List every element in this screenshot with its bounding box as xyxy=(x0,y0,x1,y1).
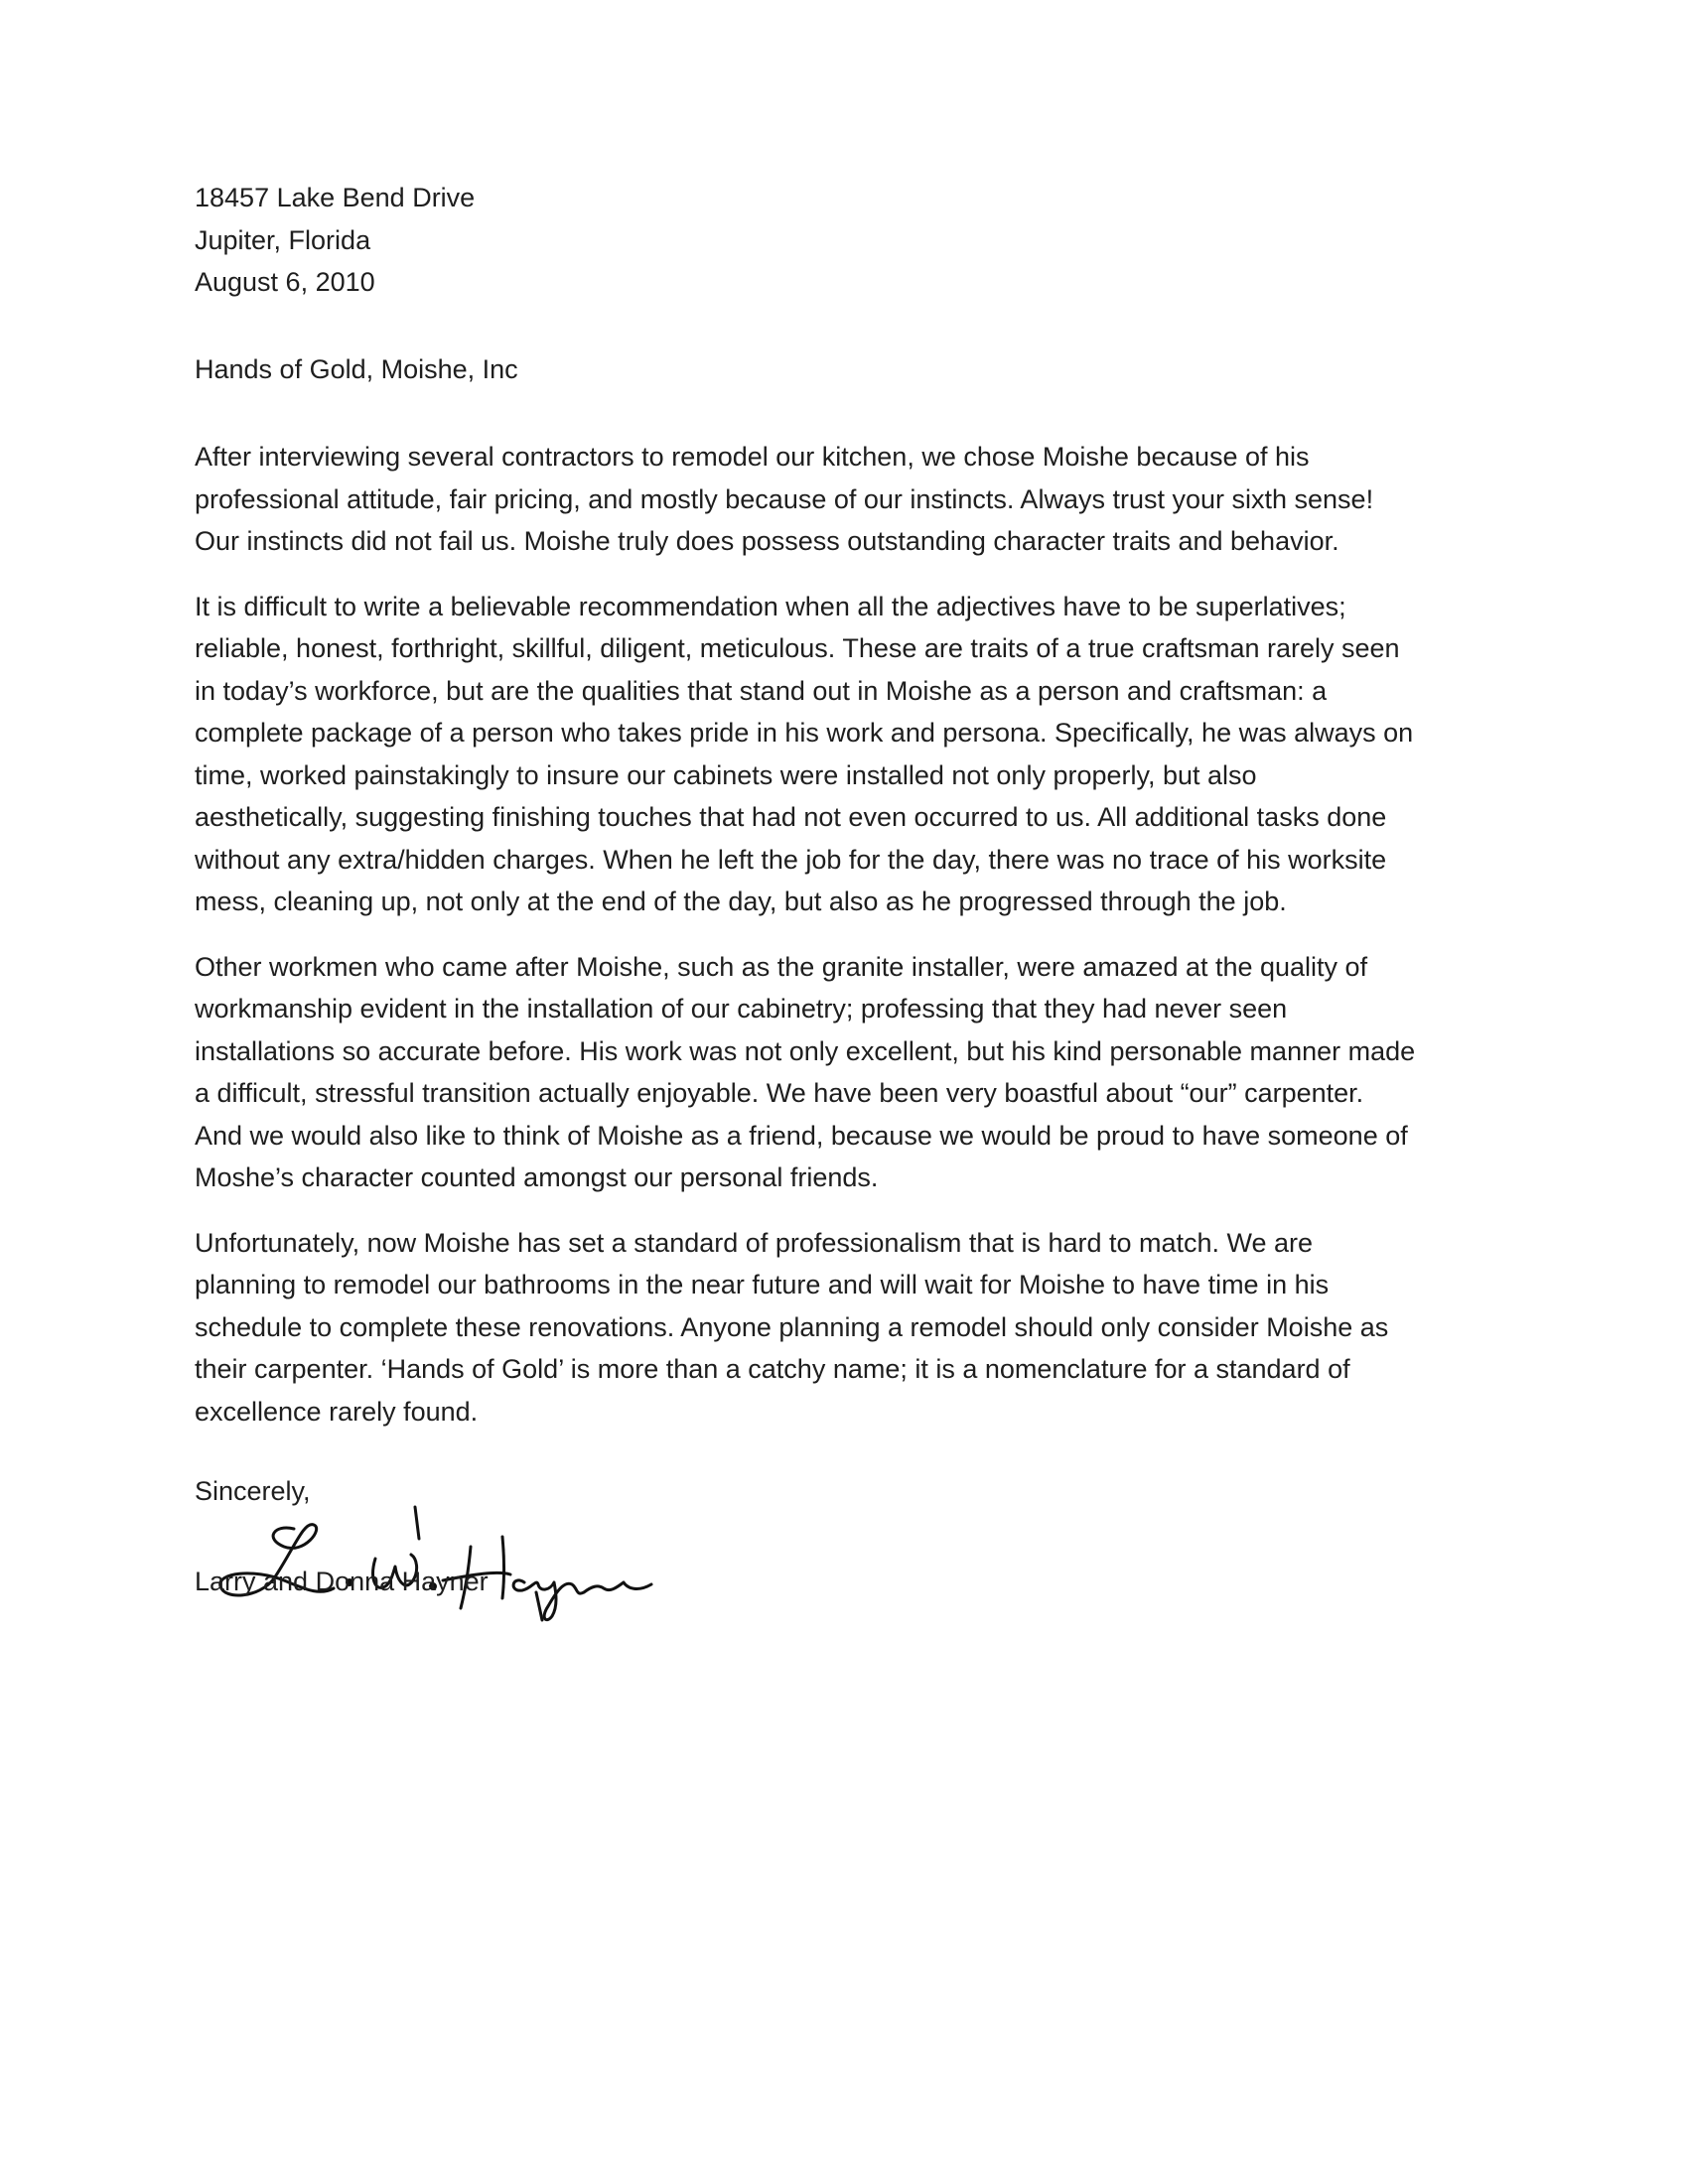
paragraph-line: schedule to complete these renovations. Anyone planning a remodel should only consider Moishe as xyxy=(195,1311,1389,1342)
letter-date: August 6, 2010 xyxy=(195,267,375,297)
paragraph-line: installations so accurate before. His work was not only excellent, but his kind personable manner made xyxy=(195,1035,1416,1066)
paragraph-line: their carpenter. ‘Hands of Gold’ is more than a catchy name; it is a nomenclature for a standard of xyxy=(195,1354,1350,1384)
paragraph-line: And we would also like to think of Moishe as a friend, because we would be proud to have someone of xyxy=(195,1120,1408,1151)
paragraph-line: It is difficult to write a believable recommendation when all the adjectives have to be superlatives; xyxy=(195,591,1346,621)
paragraph-line: planning to remodel our bathrooms in the near future and will wait for Moishe to have time in his xyxy=(195,1270,1330,1299)
paragraph-line: Unfortunately, now Moishe has set a standard of professionalism that is hard to match. We are xyxy=(195,1227,1314,1258)
paragraph-line: Our instincts did not fail us. Moishe truly does possess outstanding character traits and behavior. xyxy=(195,526,1339,556)
paragraph-line: excellence rarely found. xyxy=(195,1396,479,1427)
paragraph-3 xyxy=(195,946,1485,1199)
letter-body xyxy=(195,177,1485,1602)
paragraph-2 xyxy=(195,586,1485,923)
paragraph-4 xyxy=(195,1222,1485,1433)
sender-address-block xyxy=(195,177,1485,304)
paragraph-line: in today’s workforce, but are the qualities that stand out in Moishe as a person and craftsman: a xyxy=(195,675,1328,706)
paragraph-line: After interviewing several contractors to remodel our kitchen, we chose Moishe because of his xyxy=(195,442,1310,472)
paragraph-line: time, worked painstakingly to insure our cabinets were installed not only properly, but also xyxy=(195,759,1257,790)
paragraph-line: a difficult, stressful transition actually enjoyable. We have been very boastful about “our” carpenter. xyxy=(195,1078,1364,1108)
paragraph-line: aesthetically, suggesting finishing touches that had not even occurred to us. All additional tasks done xyxy=(195,802,1387,832)
paragraph-line: without any extra/hidden charges. When he left the job for the day, there was no trace of his worksite xyxy=(195,844,1387,875)
paragraph-line: Moshe’s character counted amongst our personal friends. xyxy=(195,1162,879,1192)
sender-street: 18457 Lake Bend Drive xyxy=(195,183,476,212)
handwritten-signature xyxy=(155,1489,810,1628)
signers-names: Larry and Donna Hayner xyxy=(195,1566,489,1596)
paragraph-line: professional attitude, fair pricing, and mostly because of our instincts. Always trust your sixth sense! xyxy=(195,483,1374,514)
recipient-line: Hands of Gold, Moishe, Inc xyxy=(195,353,518,384)
paragraph-line: complete package of a person who takes pride in his work and persona. Specifically, he was always on xyxy=(195,718,1414,748)
closing-salutation: Sincerely, xyxy=(195,1476,311,1506)
paragraph-line: Other workmen who came after Moishe, such as the granite installer, were amazed at the quality of xyxy=(195,951,1368,982)
paragraph-1 xyxy=(195,436,1485,563)
paragraph-line: workmanship evident in the installation of our cabinetry; professing that they had never seen xyxy=(195,994,1288,1024)
sender-city: Jupiter, Florida xyxy=(195,224,371,255)
paragraph-line: mess, cleaning up, not only at the end of the day, but also as he progressed through the job. xyxy=(195,887,1287,916)
paragraph-line: reliable, honest, forthright, skillful, diligent, meticulous. These are traits of a true craftsman rarely seen xyxy=(195,633,1400,663)
